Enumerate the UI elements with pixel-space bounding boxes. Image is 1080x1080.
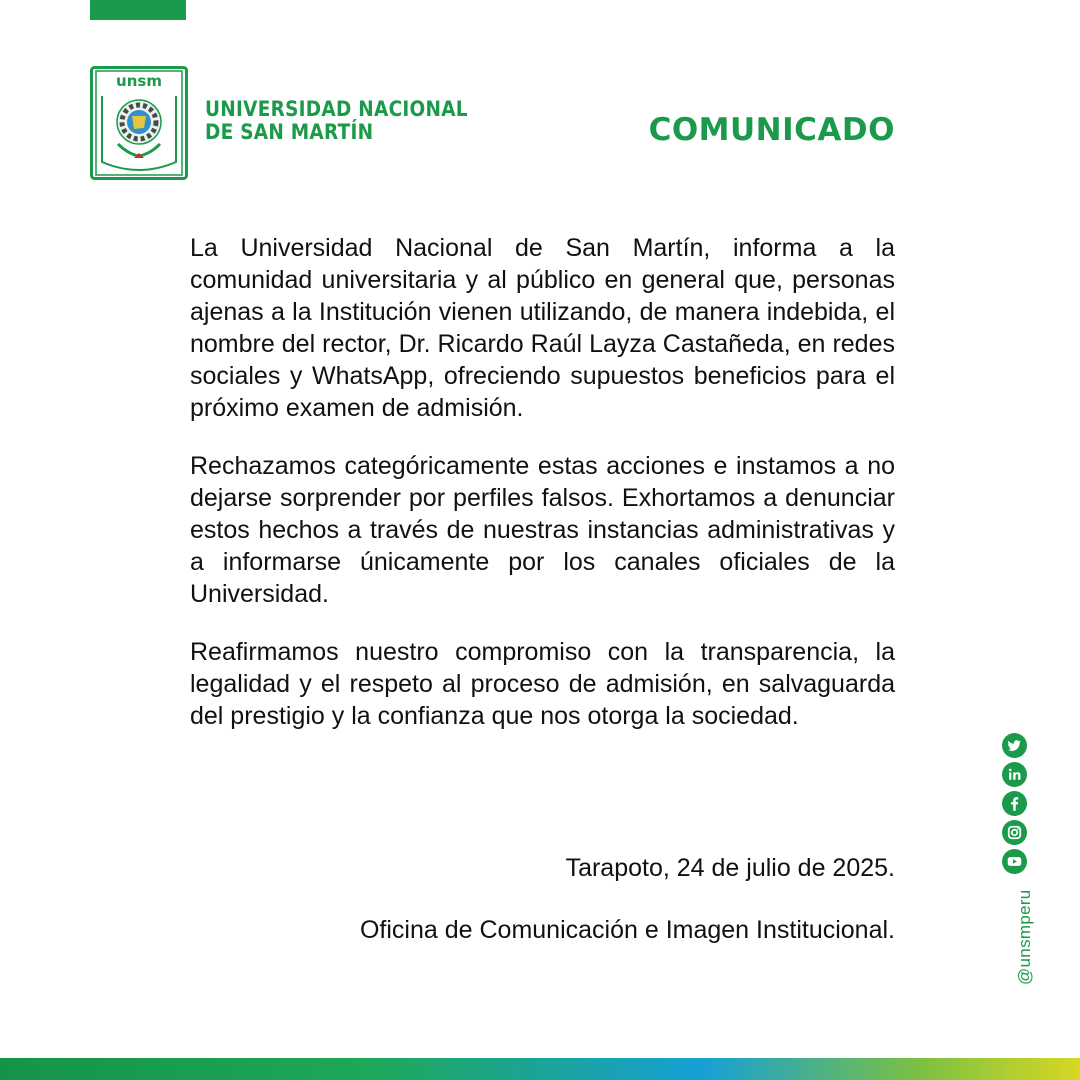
place-date: Tarapoto, 24 de julio de 2025. [565, 854, 895, 882]
logo-wordmark: unsm [116, 72, 162, 90]
youtube-icon[interactable] [1002, 849, 1027, 874]
university-name-line1: UNIVERSIDAD NACIONAL [205, 97, 468, 121]
twitter-icon[interactable] [1002, 733, 1027, 758]
paragraph-1: La Universidad Nacional de San Martín, informa a la comunidad universitaria y al público en general que, personas ajenas a la Institución vienen utilizando, de manera indebida, el nombre del rector, Dr. Ricardo Raúl Layza Castañeda, en redes sociales y WhatsApp, ofreciendo supuestos beneficios para el próximo examen de admisión. [190, 234, 895, 422]
paragraph-2: Rechazamos categóricamente estas acciones e instamos a no dejarse sorprender por perfiles falsos. Exhortamos a denunciar estos hechos a través de nuestras instancias administrativas y a informarse únicamente por los canales oficiales de la Universidad. [190, 452, 895, 608]
university-name [205, 98, 468, 144]
social-handle[interactable]: @unsmperu [1015, 889, 1034, 985]
university-name-line2: DE SAN MARTÍN [205, 120, 374, 144]
bottom-gradient-bar [0, 1058, 1080, 1080]
top-accent-bar [90, 0, 186, 20]
paragraph-3: Reafirmamos nuestro compromiso con la transparencia, la legalidad y el respeto al proceso de admisión, en salvaguarda del prestigio y la confianza que nos otorga la sociedad. [190, 638, 895, 730]
linkedin-icon[interactable] [1002, 762, 1027, 787]
page-title: COMUNICADO [648, 112, 895, 148]
facebook-icon[interactable] [1002, 791, 1027, 816]
social-links [1002, 733, 1028, 878]
instagram-icon[interactable] [1002, 820, 1027, 845]
signing-office: Oficina de Comunicación e Imagen Institucional. [359, 916, 895, 944]
communique-body [190, 232, 895, 758]
university-logo [90, 66, 188, 180]
